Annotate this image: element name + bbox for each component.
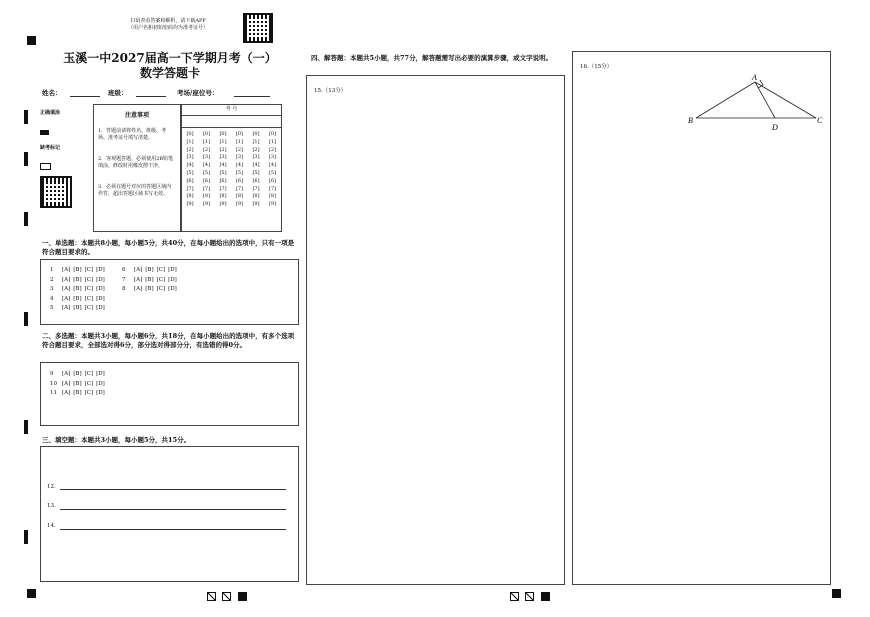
- digit-bubble[interactable]: [7]: [252, 185, 260, 192]
- option-bubble[interactable]: [D]: [96, 267, 105, 273]
- q16-triangle-figure: [682, 70, 832, 132]
- question-number: 11: [50, 390, 57, 396]
- timing-mark: [24, 420, 28, 434]
- option-bubble[interactable]: [B]: [145, 267, 154, 273]
- digit-bubble[interactable]: [0]: [268, 131, 277, 137]
- option-bubble[interactable]: [B]: [73, 276, 82, 283]
- notes-title: 注意事项: [124, 112, 149, 119]
- digit-bubble[interactable]: [5]: [252, 169, 260, 176]
- digit-bubble[interactable]: [1]: [202, 138, 211, 145]
- question-row: [50, 276, 108, 286]
- digit-bubble[interactable]: [2]: [235, 146, 244, 153]
- option-bubble[interactable]: [A]: [62, 380, 71, 387]
- option-bubble[interactable]: [D]: [168, 286, 177, 292]
- digit-bubble[interactable]: [2]: [268, 146, 277, 153]
- fill-item-13-line[interactable]: [60, 509, 286, 510]
- digit-bubble[interactable]: [0]: [186, 131, 194, 137]
- digit-bubble[interactable]: [9]: [268, 201, 277, 208]
- digit-bubble[interactable]: [1]: [235, 138, 244, 145]
- q15-answer-box[interactable]: [306, 75, 565, 585]
- option-bubble[interactable]: [C]: [84, 390, 94, 396]
- option-bubble[interactable]: [D]: [168, 276, 177, 283]
- q15-label: 15.（13分）: [314, 88, 347, 94]
- option-bubble[interactable]: [C]: [84, 276, 94, 283]
- digit-bubble[interactable]: [4]: [235, 162, 244, 169]
- option-bubble[interactable]: [A]: [134, 267, 143, 273]
- option-bubble[interactable]: [C]: [156, 286, 166, 292]
- option-bubble[interactable]: [D]: [96, 380, 105, 387]
- notes-item-2: 2．客观题答题，必须使用2B铅笔填涂，修改时用橡皮擦干净。: [98, 156, 174, 169]
- digit-bubble[interactable]: [8]: [186, 193, 194, 200]
- option-bubble[interactable]: [A]: [62, 371, 71, 377]
- name-field[interactable]: [70, 96, 100, 97]
- option-bubble[interactable]: [C]: [84, 371, 94, 377]
- option-bubble[interactable]: [A]: [134, 276, 143, 283]
- option-bubble[interactable]: [C]: [84, 295, 94, 302]
- digit-bubble[interactable]: [0]: [219, 131, 227, 137]
- timing-mark: [24, 212, 28, 226]
- seat-label: 考场/座位号：: [177, 89, 219, 97]
- question-number: 1: [50, 267, 54, 273]
- question-number: 10: [50, 380, 57, 387]
- absent-checkbox[interactable]: [40, 155, 51, 174]
- digit-bubble[interactable]: [0]: [252, 131, 260, 137]
- digit-bubble[interactable]: [4]: [268, 162, 277, 169]
- corner-marker-bottom-left: [27, 589, 36, 598]
- option-bubble[interactable]: [C]: [84, 380, 94, 387]
- name-label: 姓名：: [42, 89, 62, 97]
- section3-heading: 三、填空题：本题共3小题，每小题5分，共15分。: [42, 436, 191, 444]
- option-bubble[interactable]: [B]: [73, 267, 82, 273]
- option-bubble[interactable]: [A]: [134, 286, 143, 292]
- notice-line-1: 扫码查看答案和解析，请下载APP: [130, 18, 206, 24]
- option-bubble[interactable]: [B]: [145, 286, 154, 292]
- side-qr-code: [40, 176, 72, 208]
- section2-heading: 二、多选题：本题共3小题，每小题6分，共18分，在每小题给出的选项中，有多个选项符合题目要求，全部选对得6分，部分选对得部分分，有选错的得0分。: [42, 332, 295, 349]
- digit-bubble[interactable]: [3]: [252, 154, 260, 161]
- notice-line-2: （用户名和初始密码均为准考证号）: [127, 25, 208, 31]
- correct-fill-sample: [40, 120, 49, 139]
- option-bubble[interactable]: [C]: [84, 286, 94, 292]
- option-bubble[interactable]: [A]: [62, 390, 71, 396]
- page-mark: [222, 592, 231, 601]
- question-number: 8: [122, 286, 126, 292]
- option-bubble[interactable]: [D]: [96, 371, 105, 377]
- option-bubble[interactable]: [D]: [96, 295, 105, 302]
- digit-bubble[interactable]: [5]: [235, 169, 244, 176]
- digit-bubble[interactable]: [4]: [202, 162, 211, 169]
- question-row: [50, 266, 108, 276]
- section1-left-questions: [50, 266, 108, 314]
- question-row: [122, 266, 180, 276]
- point-d-label: D: [772, 123, 778, 132]
- question-row: [50, 304, 108, 314]
- option-bubble[interactable]: [B]: [73, 380, 82, 387]
- option-bubble[interactable]: [D]: [96, 286, 105, 292]
- digit-bubble[interactable]: [7]: [219, 185, 227, 192]
- digit-bubble[interactable]: [5]: [219, 169, 227, 176]
- digit-bubble[interactable]: [1]: [268, 138, 277, 145]
- point-c-label: C: [817, 116, 823, 125]
- notes-item-1: 1．答题前请将姓名、班级、考场、准考证号填写清楚。: [98, 128, 167, 141]
- timing-mark: [24, 530, 28, 544]
- digit-bubble[interactable]: [8]: [268, 193, 277, 200]
- title-line-2: 数学答题卡: [139, 66, 200, 80]
- page-mark: [510, 592, 519, 601]
- digit-bubble[interactable]: [2]: [186, 146, 194, 153]
- digit-bubble[interactable]: [6]: [186, 177, 194, 184]
- option-bubble[interactable]: [C]: [84, 305, 94, 311]
- digit-bubble[interactable]: [5]: [268, 169, 277, 176]
- fill-item-14-line[interactable]: [60, 529, 286, 530]
- digit-bubble[interactable]: [1]: [252, 138, 260, 145]
- question-number: 4: [50, 295, 54, 302]
- section1-right-questions: [122, 266, 180, 295]
- option-bubble[interactable]: [D]: [168, 267, 177, 273]
- exam-number-column: [183, 131, 197, 209]
- digit-bubble[interactable]: [4]: [219, 162, 227, 169]
- question-row: [50, 370, 108, 380]
- section4-heading: 四、解答题：本题共5小题，共77分，解答题需写出必要的演算步骤，或文字说明。: [311, 54, 553, 62]
- segment-ad: [755, 82, 775, 118]
- fill-item-12-label: 12.: [47, 484, 56, 490]
- digit-bubble[interactable]: [1]: [219, 138, 227, 145]
- option-bubble[interactable]: [B]: [145, 276, 154, 283]
- question-number: 9: [50, 371, 54, 377]
- digit-bubble[interactable]: [0]: [202, 131, 211, 137]
- top-qr-code: [243, 13, 273, 43]
- option-bubble[interactable]: [B]: [73, 286, 82, 292]
- section1-heading: 一、单选题：本题共8小题，每小题5分，共40分，在每小题给出的选项中，只有一项是符合题目要求的。: [42, 239, 295, 256]
- point-a-label: A: [752, 73, 757, 82]
- class-field[interactable]: [136, 96, 166, 97]
- option-bubble[interactable]: [C]: [84, 267, 94, 273]
- timing-mark: [24, 152, 28, 166]
- notes-item-3: 3．必须在题号对应的答题区域内作答，超出答题区域书写无效。: [98, 184, 172, 197]
- option-bubble[interactable]: [A]: [62, 267, 71, 273]
- side-ba: [696, 82, 755, 118]
- digit-bubble[interactable]: [4]: [186, 162, 194, 169]
- fill-item-12-line[interactable]: [60, 489, 286, 490]
- exam-number-column: [249, 131, 263, 209]
- digit-bubble[interactable]: [1]: [186, 138, 194, 145]
- question-number: 5: [50, 305, 54, 311]
- digit-bubble[interactable]: [7]: [235, 185, 244, 192]
- exam-number-column: [216, 131, 230, 209]
- corner-marker-top-left: [27, 36, 36, 45]
- digit-bubble[interactable]: [9]: [219, 201, 227, 208]
- digit-bubble[interactable]: [6]: [252, 177, 260, 184]
- point-b-label: B: [688, 116, 693, 125]
- option-bubble[interactable]: [B]: [73, 371, 82, 377]
- digit-bubble[interactable]: [8]: [252, 193, 260, 200]
- digit-bubble[interactable]: [8]: [202, 193, 211, 200]
- digit-bubble[interactable]: [8]: [235, 193, 244, 200]
- title-line-1: 玉溪一中2027届高一下学期月考（一）: [63, 51, 277, 65]
- digit-bubble[interactable]: [6]: [202, 177, 211, 184]
- class-label: 班级：: [108, 89, 128, 97]
- fill-item-13-label: 13.: [47, 503, 56, 509]
- seat-field[interactable]: [234, 96, 270, 97]
- option-bubble[interactable]: [C]: [156, 267, 166, 273]
- option-bubble[interactable]: [A]: [62, 286, 71, 292]
- exam-number-label: 考 号: [225, 106, 238, 112]
- digit-bubble[interactable]: [5]: [202, 169, 211, 176]
- digit-bubble[interactable]: [5]: [186, 169, 194, 176]
- timing-mark: [24, 110, 28, 124]
- option-bubble[interactable]: [A]: [62, 276, 71, 283]
- exam-number-write-row[interactable]: [181, 115, 282, 128]
- digit-bubble[interactable]: [3]: [268, 154, 277, 161]
- question-row: [50, 295, 108, 305]
- digit-bubble[interactable]: [9]: [235, 201, 244, 208]
- option-bubble[interactable]: [B]: [73, 390, 82, 396]
- digit-bubble[interactable]: [2]: [219, 146, 227, 153]
- digit-bubble[interactable]: [9]: [202, 201, 211, 208]
- option-bubble[interactable]: [D]: [96, 305, 105, 311]
- question-number: 3: [50, 286, 54, 292]
- timing-mark: [24, 312, 28, 326]
- digit-bubble[interactable]: [7]: [202, 185, 211, 192]
- digit-bubble[interactable]: [4]: [252, 162, 260, 169]
- question-number: 6: [122, 267, 126, 273]
- digit-bubble[interactable]: [6]: [268, 177, 277, 184]
- question-row: [122, 276, 180, 286]
- digit-bubble[interactable]: [6]: [219, 177, 227, 184]
- q16-label: 16.（15分）: [580, 64, 613, 70]
- side-ac: [755, 82, 816, 118]
- digit-bubble[interactable]: [7]: [186, 185, 194, 192]
- question-number: 7: [122, 276, 126, 283]
- digit-bubble[interactable]: [6]: [235, 177, 244, 184]
- exam-number-column: [233, 131, 247, 209]
- digit-bubble[interactable]: [8]: [219, 193, 227, 200]
- question-row: [122, 285, 180, 295]
- page-mark: [207, 592, 216, 601]
- digit-bubble[interactable]: [7]: [268, 185, 277, 192]
- digit-bubble[interactable]: [3]: [219, 154, 227, 161]
- page-mark: [541, 592, 550, 601]
- digit-bubble[interactable]: [3]: [202, 154, 211, 161]
- digit-bubble[interactable]: [0]: [235, 131, 244, 137]
- corner-marker-bottom-right: [832, 589, 841, 598]
- digit-bubble[interactable]: [9]: [252, 201, 260, 208]
- digit-bubble[interactable]: [9]: [186, 201, 194, 208]
- absent-label: 缺考标记: [40, 145, 61, 151]
- option-bubble[interactable]: [B]: [73, 295, 82, 302]
- digit-bubble[interactable]: [3]: [235, 154, 244, 161]
- option-bubble[interactable]: [D]: [96, 276, 105, 283]
- section3-answer-box: [40, 446, 299, 582]
- page-mark: [238, 592, 247, 601]
- option-bubble[interactable]: [A]: [62, 305, 71, 311]
- question-row: [50, 389, 108, 399]
- digit-bubble[interactable]: [2]: [252, 146, 260, 153]
- digit-bubble[interactable]: [3]: [186, 154, 194, 161]
- option-bubble[interactable]: [A]: [62, 295, 71, 302]
- section2-questions: [50, 370, 108, 399]
- question-row: [50, 285, 108, 295]
- exam-number-column: [200, 131, 214, 209]
- question-row: [50, 380, 108, 390]
- exam-title: [40, 51, 300, 81]
- page-mark: [525, 592, 534, 601]
- digit-bubble[interactable]: [2]: [202, 146, 211, 153]
- fill-item-14-label: 14.: [47, 523, 56, 529]
- header-notice: [88, 18, 248, 32]
- exam-number-column: [266, 131, 280, 209]
- option-bubble[interactable]: [C]: [156, 276, 166, 283]
- correct-fill-label: 正确填涂: [40, 110, 61, 116]
- question-number: 2: [50, 276, 54, 283]
- option-bubble[interactable]: [D]: [96, 390, 105, 396]
- option-bubble[interactable]: [B]: [73, 305, 82, 311]
